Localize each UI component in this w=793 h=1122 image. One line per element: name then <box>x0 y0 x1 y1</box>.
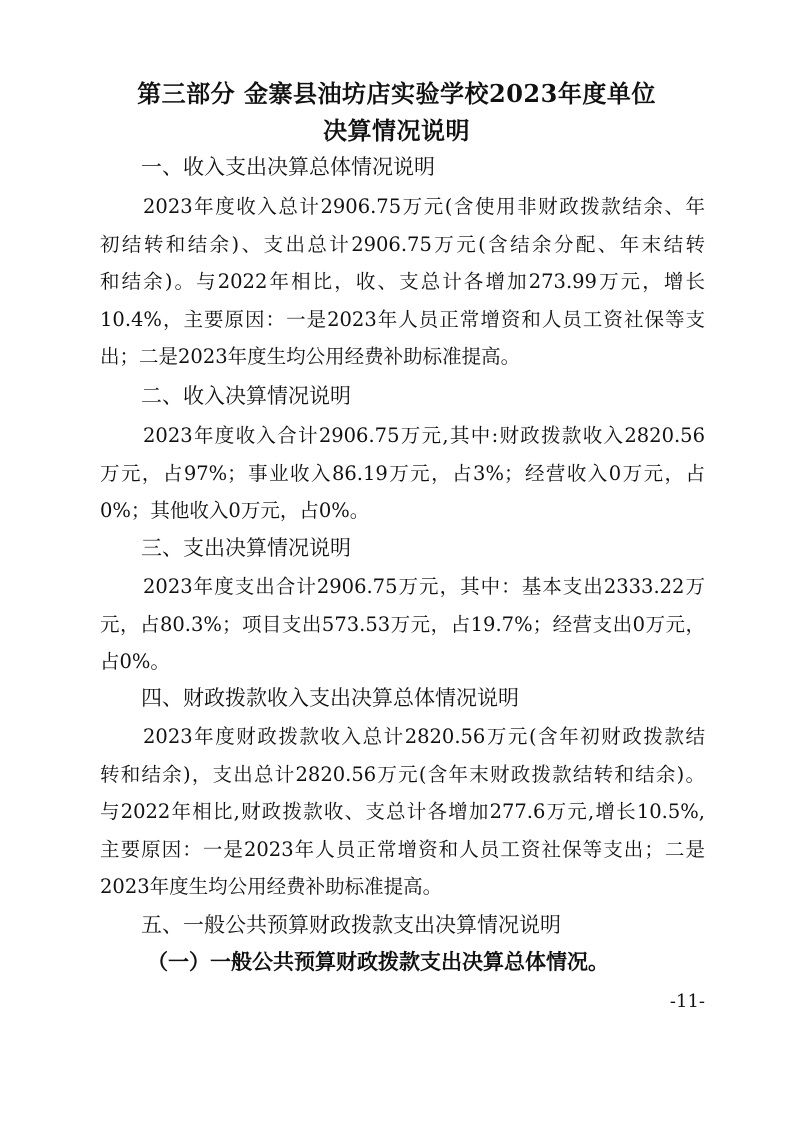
section-heading-4: 四、财政拨款收入支出决算总体情况说明 <box>141 686 519 710</box>
body-line: 转和结余)，支出总计2820.56万元(含年末财政拨款结转和结余)。 <box>100 762 705 786</box>
section-heading-3: 三、支出决算情况说明 <box>141 536 351 560</box>
body-line: 主要原因：一是2023年人员正常增资和人员工资社保等支出；二是 <box>100 837 705 861</box>
section-body-3 <box>100 568 705 681</box>
section-heading-2: 二、收入决算情况说明 <box>141 384 351 408</box>
body-line: 出；二是2023年度生均公用经费补助标准提高。 <box>100 345 521 368</box>
body-line: 2023年度财政拨款收入总计2820.56万元(含年初财政拨款结 <box>143 725 705 748</box>
body-line: 占0%。 <box>100 650 170 673</box>
body-line: 万元，占97%；事业收入86.19万元，占3%；经营收入0万元，占 <box>100 461 705 485</box>
page-title-line-2: 决算情况说明 <box>323 116 470 145</box>
body-line: 10.4%，主要原因：一是2023年人员正常增资和人员工资社保等支 <box>100 307 705 331</box>
body-line: 2023年度收入合计2906.75万元,其中:财政拨款收入2820.56 <box>143 424 705 447</box>
section-body-2 <box>100 417 705 530</box>
section-body-1 <box>100 188 705 376</box>
body-line: 2023年度收入总计2906.75万元(含使用非财政拨款结余、年 <box>143 195 705 218</box>
body-line: 2023年度支出合计2906.75万元，其中：基本支出2333.22万 <box>143 575 705 598</box>
page-number: -11- <box>669 991 705 1012</box>
body-line: 0%；其他收入0万元，占0%。 <box>100 499 370 522</box>
section-heading-1: 一、收入支出决算总体情况说明 <box>141 155 435 179</box>
body-line: 与2022年相比,财政拨款收、支总计各增加277.6万元,增长10.5%, <box>100 800 705 823</box>
body-line: 2023年度生均公用经费补助标准提高。 <box>100 875 443 898</box>
subsection-heading-5-1: （一）一般公共预算财政拨款支出决算总体情况。 <box>147 949 609 974</box>
page-title-line-1: 第三部分 金寨县油坊店实验学校2023年度单位 <box>137 79 656 108</box>
section-heading-5: 五、一般公共预算财政拨款支出决算情况说明 <box>141 913 561 937</box>
body-line: 初结转和结余)、支出总计2906.75万元(含结余分配、年末结转 <box>100 232 705 256</box>
body-line: 和结余)。与2022年相比，收、支总计各增加273.99万元，增长 <box>100 270 705 293</box>
section-body-4 <box>100 718 705 906</box>
body-line: 元，占80.3%；项目支出573.53万元，占19.7%；经营支出0万元， <box>100 612 705 636</box>
